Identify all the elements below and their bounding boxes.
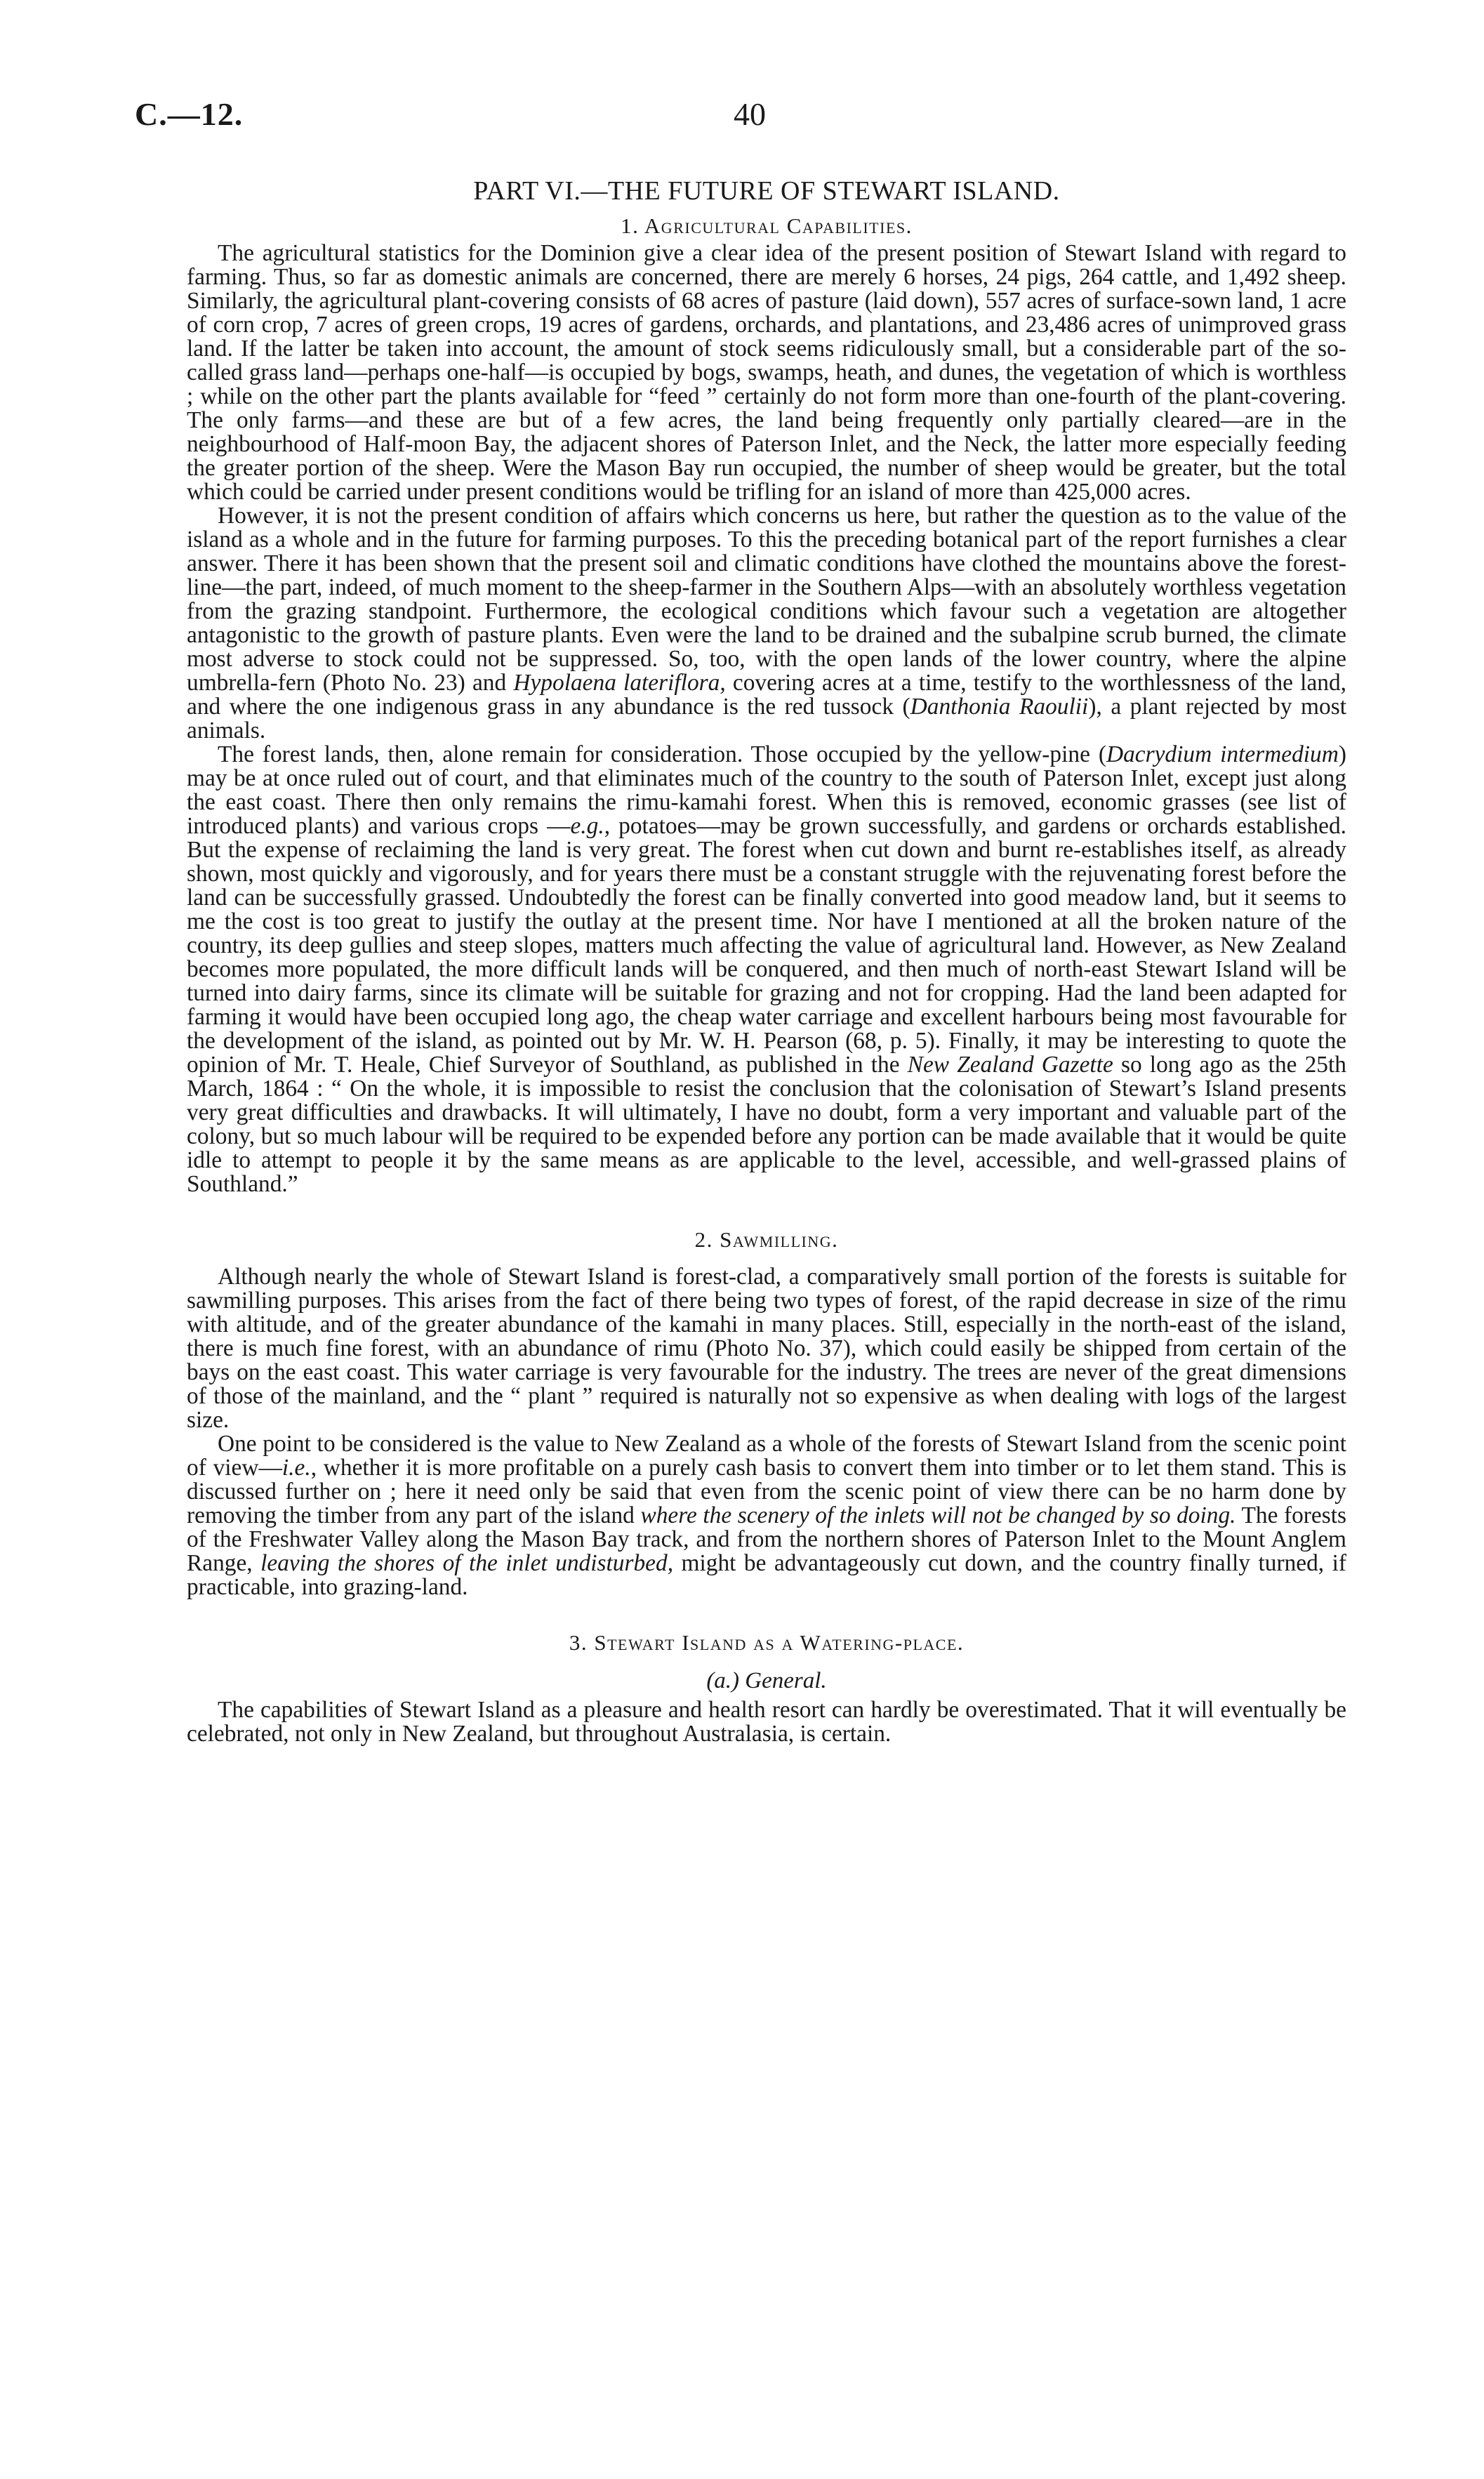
page-header [0,95,1484,145]
section-title-agricultural: 1. Agricultural Capabilities. [621,213,913,238]
paragraph: The agricultural statistics for the Dominion give a clear idea of the present position of Stewart Island with regard to farming. Thus, so far as domestic animals are concerned, there are merely 6 horses, 24 pigs, 264 cattle, and 1,492 sheep. Similarly, the agricultural plant-covering consists of 68 acres of pasture (laid down), 557 acres of surface-sown land, 1 acre of corn crop, 7 acres of green crops, 19 acres of gardens, orchards, and plantations, and 23,486 acres of unimproved grass land. If the latter be taken into account, the amount of stock seems ridiculously small, but a considerable part of the so-called grass land—perhaps one-half—is occupied by bogs, swamps, heath, and dunes, the vegetation of which is worthless ; while on the other part the plants available for “feed ” certainly do not form more than one-fourth of the plant-covering. The only farms—and these are but of a few acres, the land being frequently only partially cleared—are in the neighbourhood of Half-moon Bay, the adjacent shores of Paterson Inlet, and the Neck, the latter more especially feeding the greater portion of the sheep. Were the Mason Bay run occupied, the number of sheep would be greater, but the total which could be carried under present conditions would be trifling for an island of more than 425,000 acres. [187,240,1346,505]
page-body [187,176,1346,1746]
subsection-title-general: (a.) General. [706,1668,827,1693]
paragraph: Although nearly the whole of Stewart Island is forest-clad, a comparatively small portion of the forests is suitable for sawmilling purposes. This arises from the fact of there being two types of forest, of the rapid decrease in size of the rimu with altitude, and of the greater abundance of the kamahi in many places. Still, especially in the north-east of the island, there is much fine forest, with an abundance of rimu (Photo No. 37), which could easily be shipped from certain of the bays on the east coast. This water carriage is very favourable for the industry. The trees are never of the great dimensions of those of the mainland, and the “ plant ” required is naturally not so expensive as when dealing with logs of the largest size. [187,1264,1346,1433]
section-title-watering-place: 3. Stewart Island as a Watering-place. [569,1630,965,1655]
paragraph: However, it is not the present condition of affairs which concerns us here, but rather the question as to the value of the island as a whole and in the future for farming purposes. To this the preceding botanical part of the report furnishes a clear answer. There it has been shown that the present soil and climatic conditions have clothed the mountains above the forest-line—the part, indeed, of much moment to the sheep-farmer in the Southern Alps—with an absolutely worthless vegetation from the grazing standpoint. Furthermore, the ecological conditions which favour such a vegetation are altogether antagonistic to the growth of pasture plants. Even were the land to be drained and the subalpine scrub burned, the climate most adverse to stock could not be suppressed. So, too, with the open lands of the lower country, where the alpine umbrella-fern (Photo No. 23) and Hypolaena lateriflora, covering acres at a time, testify to the worthlessness of the land, and where the one indigenous grass in any abundance is the red tussock (Danthonia Raoulii), a plant rejected by most animals. [187,503,1346,743]
section-title-sawmilling: 2. Sawmilling. [694,1227,839,1252]
paragraph: One point to be considered is the value to New Zealand as a whole of the forests of Stewart Island from the scenic point of view—i.e., whether it is more profitable on a purely cash basis to convert them into timber or to let them stand. This is discussed further on ; here it need only be said that even from the scenic point of view there can be no harm done by removing the timber from any part of the island where the scenery of the inlets will not be changed by so doing. The forests of the Freshwater Valley along the Mason Bay track, and from the northern shores of Paterson Inlet to the Mount Anglem Range, leaving the shores of the inlet undisturbed, might be advantageously cut down, and the country finally turned, if practicable, into grazing-land. [187,1431,1347,1600]
page-number: 40 [734,96,766,132]
paragraph: The forest lands, then, alone remain for consideration. Those occupied by the yellow-pine (Dacrydium intermedium) may be at once ruled out of court, and that eliminates much of the country to the south of Paterson Inlet, except just along the east coast. There then only remains the rimu-kamahi forest. When this is removed, economic grasses (see list of introduced plants) and various crops —e.g., potatoes—may be grown successfully, and gardens or orchards established. But the expense of reclaiming the land is very great. The forest when cut down and burnt re-establishes itself, as already shown, most quickly and vigorously, and for years there must be a constant struggle with the rejuvenating forest before the land can be successfully grassed. Undoubtedly the forest can be finally converted into good meadow land, but it seems to me the cost is too great to justify the outlay at the present time. Nor have I mentioned at all the broken nature of the country, its deep gullies and steep slopes, matters much affecting the value of agricultural land. However, as New Zealand becomes more populated, the more difficult lands will be conquered, and then much of north-east Stewart Island will be turned into dairy farms, since its climate will be suitable for grazing and not for cropping. Had the land been adapted for farming it would have been occupied long ago, the cheap water carriage and excellent harbours being most favourable for the development of the island, as pointed out by Mr. W. H. Pearson (68, p. 5). Finally, it may be interesting to quote the opinion of Mr. T. Heale, Chief Surveyor of Southland, as published in the New Zealand Gazette so long ago as the 25th March, 1864 : “ On the whole, it is impossible to resist the conclusion that the colonisation of Stewart’s Island presents very great difficulties and drawbacks. It will ultimately, I have no doubt, form a very important and valuable part of the colony, but so much labour will be required to be expended before any portion can be made available that it would be quite idle to attempt to people it by the same means as are applicable to the level, accessible, and well-grassed plains of Southland.” [187,741,1347,1197]
part-title: PART VI.—THE FUTURE OF STEWART ISLAND. [473,176,1060,206]
document-reference: C.—12. [135,96,244,132]
paragraph: The capabilities of Stewart Island as a pleasure and health resort can hardly be overestimated. That it will eventually be celebrated, not only in New Zealand, but throughout Australasia, is certain. [187,1697,1346,1747]
